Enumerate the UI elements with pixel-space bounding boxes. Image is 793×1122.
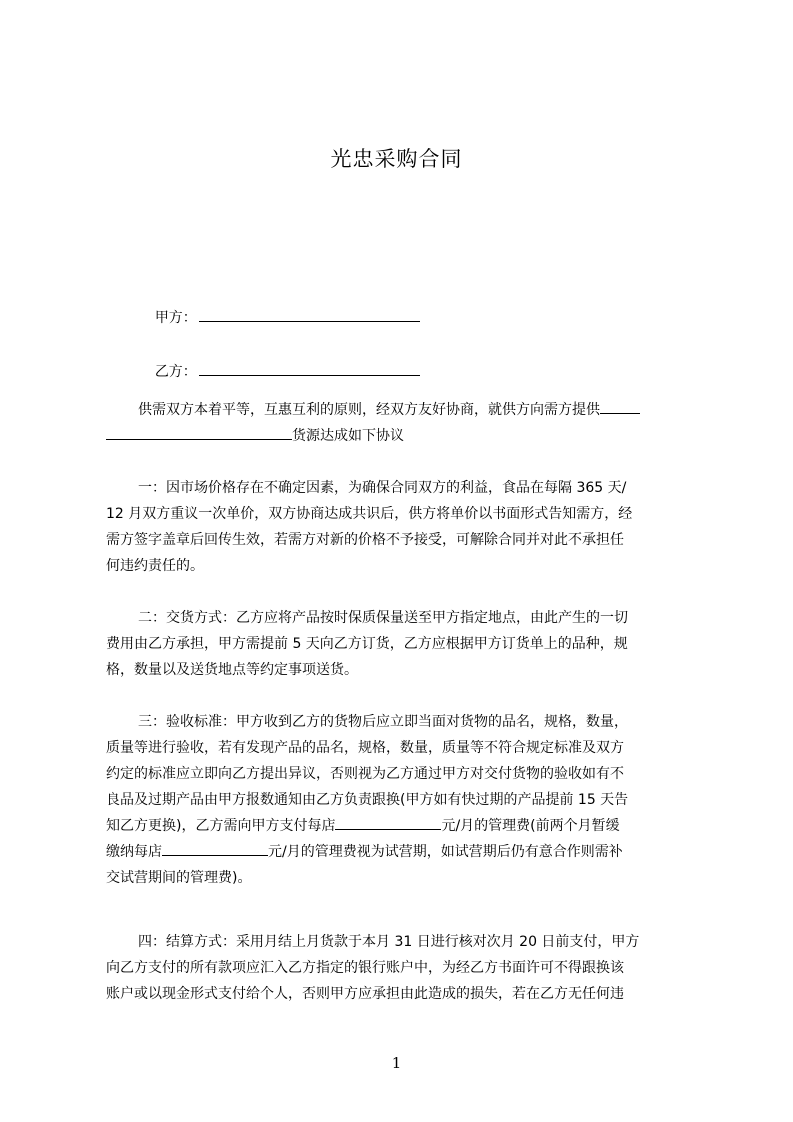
- clause-4: [106, 929, 699, 1007]
- intro-line-2: 货源达成如下协议: [106, 423, 699, 449]
- document-title: 光忠采购合同: [330, 147, 463, 171]
- clause-line: 约定的标准应立即向乙方提出异议，否则视为乙方通过甲方对交付货物的验收如有不: [106, 766, 624, 782]
- clause-line: 12 月双方重议一次单价，双方协商达成共识后，供方将单价以书面形式告知需方，经: [106, 506, 633, 522]
- clause-1: [106, 475, 699, 579]
- party-b-blank: [199, 362, 420, 376]
- party-a-field: [137, 291, 420, 343]
- clause-line: 三：验收标准：甲方收到乙方的货物后应立即当面对货物的品名，规格，数量，: [138, 714, 628, 730]
- management-fee-blank: [335, 815, 441, 830]
- party-b-label: 乙方：: [154, 364, 197, 380]
- clause-line: 交试营期间的管理费)。: [106, 870, 252, 886]
- party-a-label: 甲方：: [154, 310, 197, 326]
- intro-paragraph: [106, 397, 699, 449]
- page-number: 1: [391, 1054, 402, 1072]
- intro-line-1: 供需双方本着平等，互惠互利的原则，经双方友好协商，就供方向需方提供: [106, 397, 699, 423]
- supply-blank-cont: [106, 425, 292, 440]
- clause-line: 二：交货方式：乙方应将产品按时保质保量送至甲方指定地点，由此产生的一切: [138, 610, 628, 626]
- clause-line: 账户或以现金形式支付给个人，否则甲方应承担由此造成的损失，若在乙方无任何违: [106, 986, 624, 1002]
- clause-line: 缴纳每店 元/月的管理费视为试营期，如试营期后仍有意合作则需补: [106, 839, 699, 865]
- party-a-blank: [199, 308, 420, 322]
- clause-line: 良品及过期产品由甲方报数通知由乙方负责跟换(甲方如有快过期的产品提前 15 天告: [106, 792, 629, 808]
- clause-line: 质量等进行验收，若有发现产品的品名，规格，数量，质量等不符合规定标准及双方: [106, 740, 624, 756]
- clause-line: 何违约责任的。: [106, 558, 204, 574]
- clause-3: [106, 709, 699, 891]
- clause-line: 需方签字盖章后回传生效，若需方对新的价格不予接受，可解除合同并对此不承担任: [106, 532, 624, 548]
- clause-line: 四：结算方式：采用月结上月货款于本月 31 日进行核对次月 20 日前支付，甲方: [138, 934, 640, 950]
- trial-fee-blank: [162, 841, 268, 856]
- clause-line: 知乙方更换)，乙方需向甲方支付每店 元/月的管理费(前两个月暂缓: [106, 813, 699, 839]
- clause-line: 向乙方支付的所有款项应汇入乙方指定的银行账户中，为经乙方书面许可不得跟换该: [106, 960, 624, 976]
- clause-line: 一：因市场价格存在不确定因素，为确保合同双方的利益，食品在每隔 365 天/: [138, 480, 627, 496]
- clause-line: 费用由乙方承担，甲方需提前 5 天向乙方订货，乙方应根据甲方订货单上的品种，规: [106, 636, 628, 652]
- clause-line: 格，数量以及送货地点等约定事项送货。: [106, 662, 358, 678]
- supply-blank: [600, 399, 640, 414]
- clause-2: [106, 605, 699, 683]
- party-b-field: [137, 345, 420, 397]
